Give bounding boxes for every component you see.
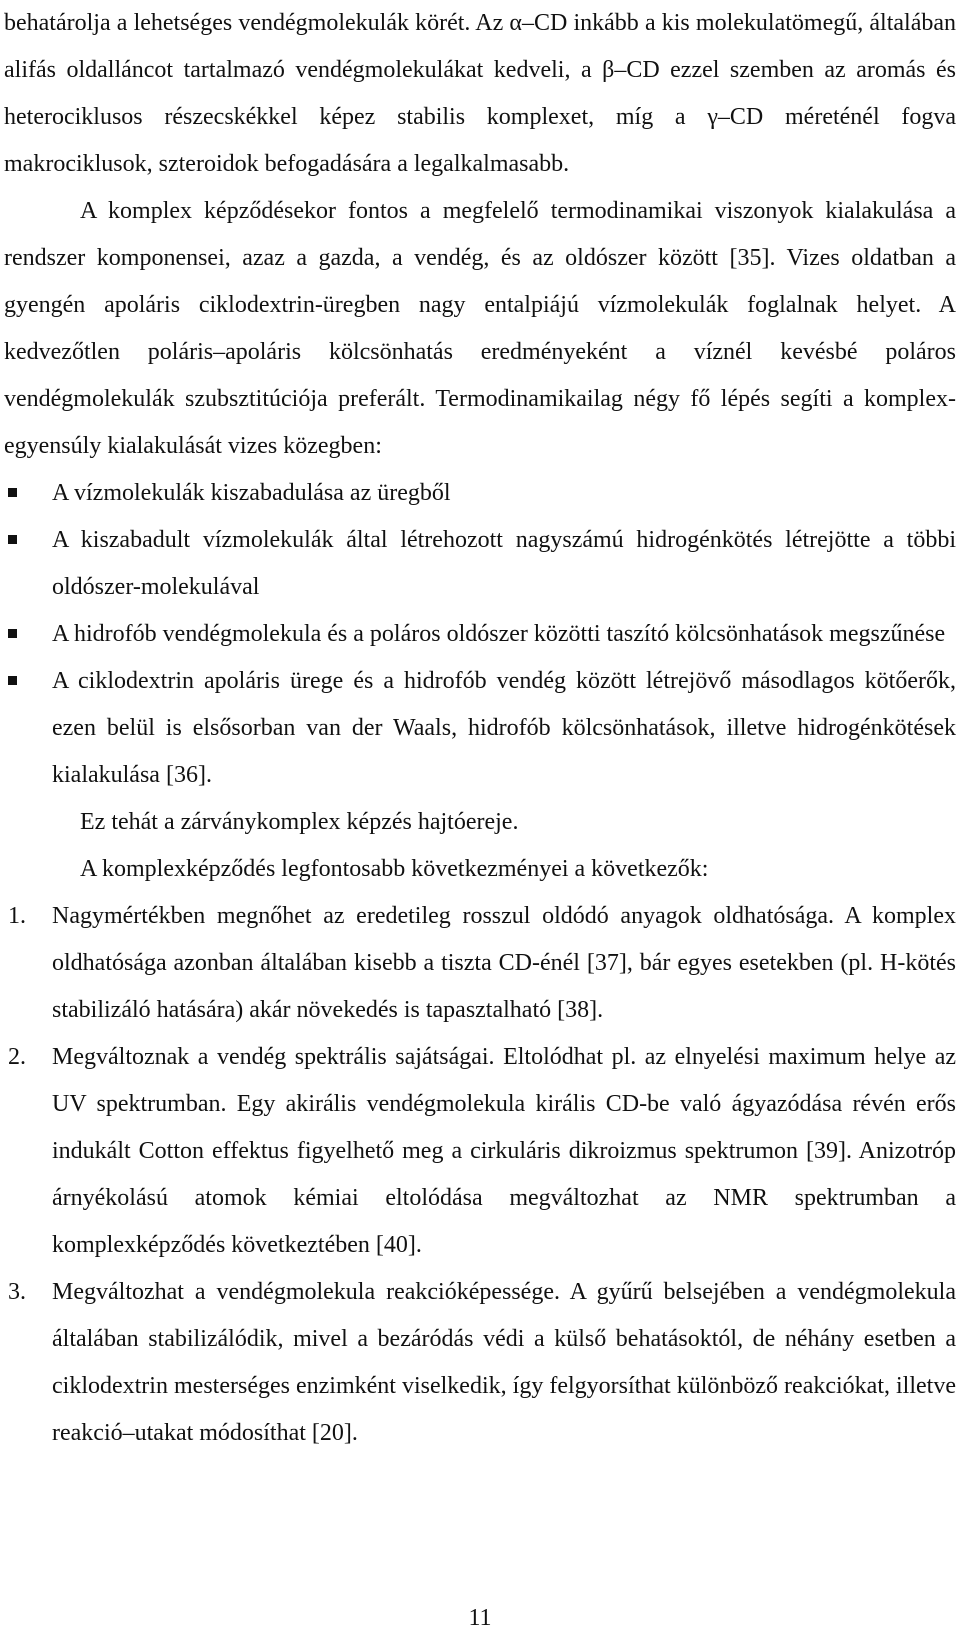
paragraph-consequences-intro: A komplexképződés legfontosabb következményei a következők: — [80, 856, 709, 882]
numbered-item — [4, 893, 956, 1034]
paragraph-driving-force: Ez tehát a zárványkomplex képzés hajtóereje. — [80, 809, 519, 835]
item-number: 3. — [8, 1279, 26, 1305]
paragraph-cd-selectivity: behatárolja a lehetséges vendégmolekulák körét. Az α–CD inkább a kis molekulatömegű, általában alifás oldalláncot tartalmazó vendégmolekulákat kedveli, a β–CD ezzel szemben az aromás és heterociklusos részecskékkel képez stabilis komplexet, míg a γ–CD méreténél fogva makrociklusok, szteroidok befogadására a legalkalmasabb. — [4, 10, 956, 177]
bullet-list-complex-steps — [4, 470, 956, 799]
item-text: Megváltozhat a vendégmolekula reakcióképessége. A gyűrű belsejében a vendégmolekula általában stabilizálódik, mivel a bezáródás védi a külső behatásoktól, de néhány esetben a ciklodextrin mesterséges enzimként viselkedik, így felgyorsíthat különböző reakciókat, illetve reakció–utakat módosíthat [20]. — [52, 1279, 956, 1446]
item-number: 2. — [8, 1044, 26, 1070]
page-body — [4, 0, 956, 1457]
item-text: Nagymértékben megnőhet az eredetileg rosszul oldódó anyagok oldhatósága. A komplex oldhatósága azonban általában kisebb a tiszta CD-énél [37], bár egyes esetekben (pl. H-kötés stabilizáló hatására) akár növekedés is tapasztalható [38]. — [52, 903, 956, 1023]
item-text: Megváltoznak a vendég spektrális sajátságai. Eltolódhat pl. az elnyelési maximum helye az UV spektrumban. Egy akirális vendégmolekula királis CD-be való ágyazódása révén erős indukált Cotton effektus figyelhető meg a cirkuláris dikroizmus spektrumon [39]. Anizotróp árnyékolású atomok kémiai eltolódása megváltozhat az NMR spektrumban a komplexképződés következtében [40]. — [52, 1044, 956, 1258]
page-number: 11 — [468, 1605, 492, 1631]
bullet-item: A ciklodextrin apoláris ürege és a hidrofób vendég között létrejövő másodlagos kötőerők, ezen belül is elsősorban van der Waals, hidrofób kölcsönhatások, illetve hidrogénkötések kialakulása [36]. — [4, 658, 956, 799]
numbered-item — [4, 1269, 956, 1457]
numbered-list-consequences — [4, 893, 956, 1457]
bullet-item: A vízmolekulák kiszabadulása az üregből — [4, 470, 956, 517]
bullet-item: A kiszabadult vízmolekulák által létrehozott nagyszámú hidrogénkötés létrejötte a többi oldószer-molekulával — [4, 517, 956, 611]
bullet-item: A hidrofób vendégmolekula és a poláros oldószer közötti taszító kölcsönhatások megszűnése — [4, 611, 956, 658]
numbered-item — [4, 1034, 956, 1269]
paragraph-thermodynamics: A komplex képződésekor fontos a megfelelő termodinamikai viszonyok kialakulása a rendszer komponensei, azaz a gazda, a vendég, és az oldószer között [35]. Vizes oldatban a gyengén apoláris ciklodextrin-üregben nagy entalpiájú vízmolekulák foglalnak helyet. A kedvezőtlen poláris–apoláris kölcsönhatás eredményeként a víznél kevésbé poláros vendégmolekulák szubsztitúciója preferált. Termodinamikailag négy fő lépés segíti a komplex-egyensúly kialakulását vizes közegben: — [4, 198, 956, 459]
item-number: 1. — [8, 903, 26, 929]
